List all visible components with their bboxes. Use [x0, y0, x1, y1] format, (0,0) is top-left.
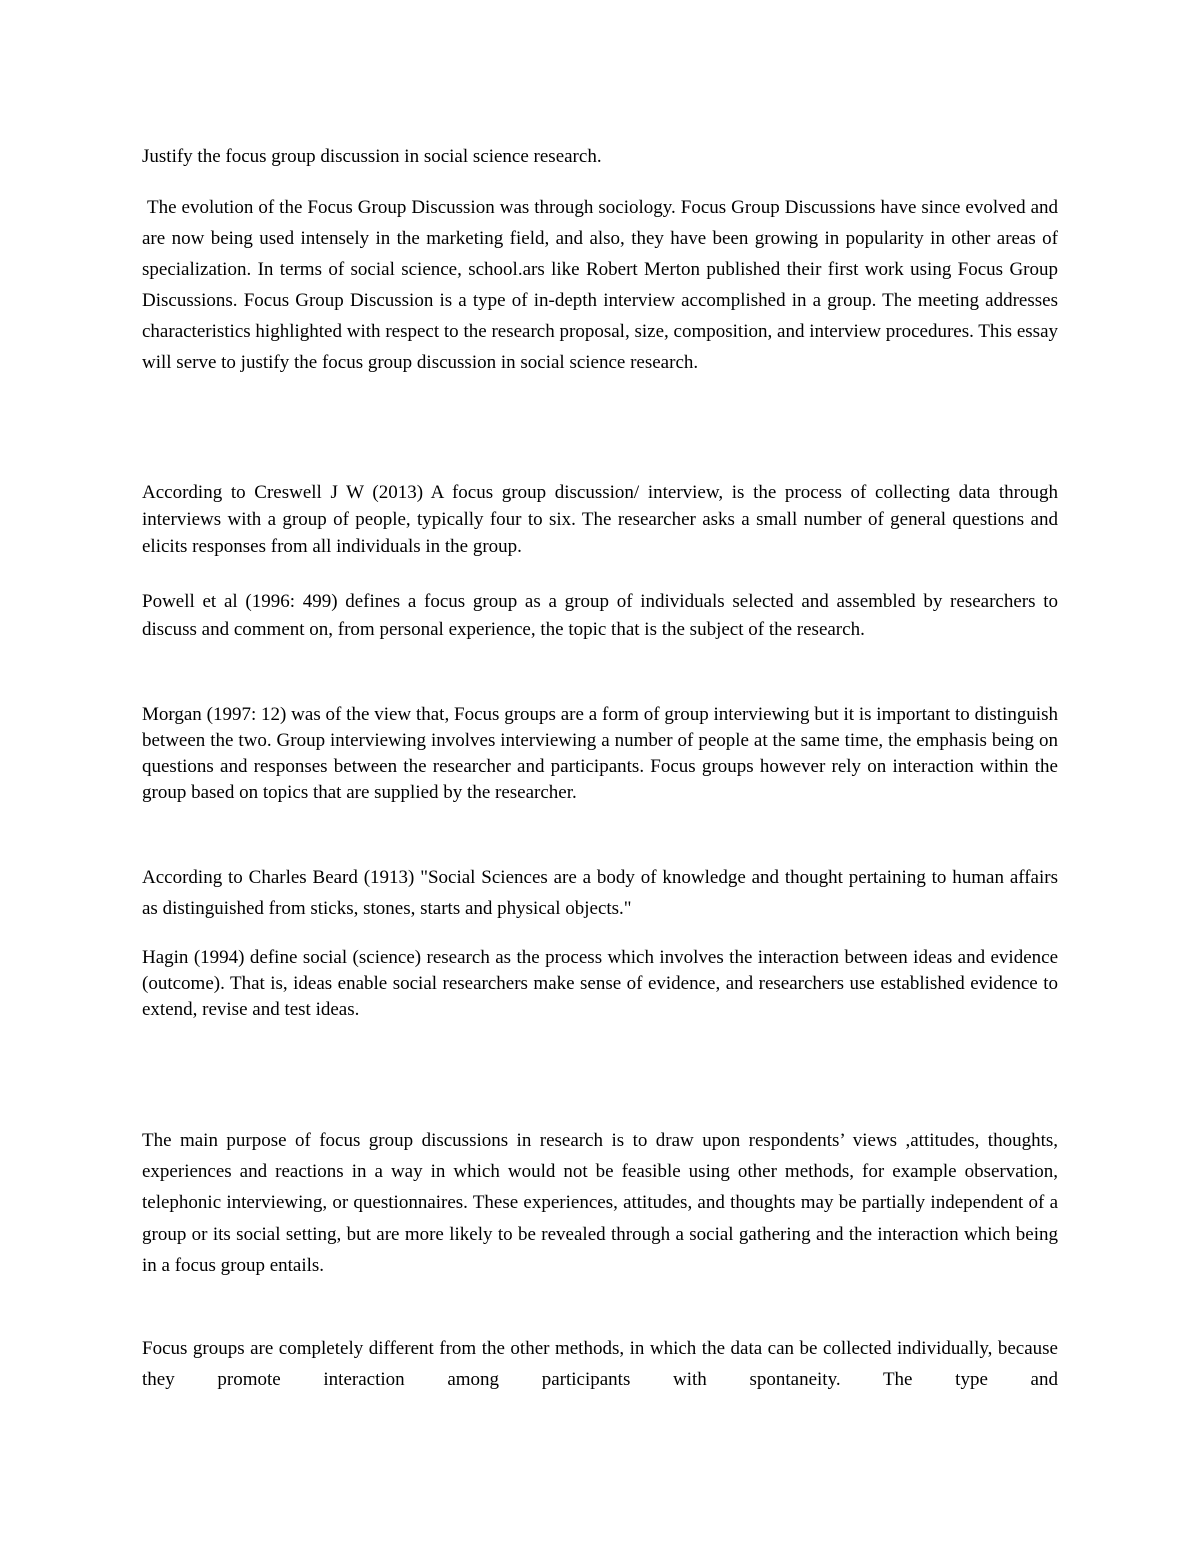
paragraph-creswell: According to Creswell J W (2013) A focus group discussion/ interview, is the process of collecting data through interviews with a group of people, typically four to six. The researcher asks a small number of general questions and elicits responses from all individuals in the group.: [142, 482, 1058, 557]
document-title: Justify the focus group discussion in social science research.: [142, 146, 602, 167]
paragraph-beard: According to Charles Beard (1913) "Social Sciences are a body of knowledge and thought pertaining to human affairs as distinguished from sticks, stones, starts and physical objects.": [142, 867, 1058, 919]
paragraph-main-purpose: The main purpose of focus group discussions in research is to draw upon respondents’ views ,attitudes, thoughts, experiences and reactions in a way in which would not be feasible using other methods, for example observation, telephonic interviewing, or questionnaires. These experiences, attitudes, and thoughts may be partially independent of a group or its social setting, but are more likely to be revealed through a social gathering and the interaction which being in a focus group entails.: [142, 1130, 1058, 1276]
paragraph-hagin: Hagin (1994) define social (science) research as the process which involves the interaction between ideas and evidence (outcome). That is, ideas enable social researchers make sense of evidence, and researchers use established evidence to extend, revise and test ideas.: [142, 947, 1058, 1020]
paragraph-focus-groups-different: Focus groups are completely different from the other methods, in which the data can be collected individually, because they promote interaction among participants with spontaneity. The type and: [142, 1338, 1058, 1390]
paragraph-intro: The evolution of the Focus Group Discussion was through sociology. Focus Group Discussions have since evolved and are now being used intensely in the marketing field, and also, they have been growing in popularity in other areas of specialization. In terms of social science, school.ars like Robert Merton published their first work using Focus Group Discussions. Focus Group Discussion is a type of in-depth interview accomplished in a group. The meeting addresses characteristics highlighted with respect to the research proposal, size, composition, and interview procedures. This essay will serve to justify the focus group discussion in social science research.: [142, 197, 1063, 373]
paragraph-powell: Powell et al (1996: 499) defines a focus group as a group of individuals selected and assembled by researchers to discuss and comment on, from personal experience, the topic that is the subject of the research.: [142, 591, 1058, 640]
paragraph-morgan: Morgan (1997: 12) was of the view that, Focus groups are a form of group interviewing but it is important to distinguish between the two. Group interviewing involves interviewing a number of people at the same time, the emphasis being on questions and responses between the researcher and participants. Focus groups however rely on interaction within the group based on topics that are supplied by the researcher.: [142, 704, 1058, 803]
